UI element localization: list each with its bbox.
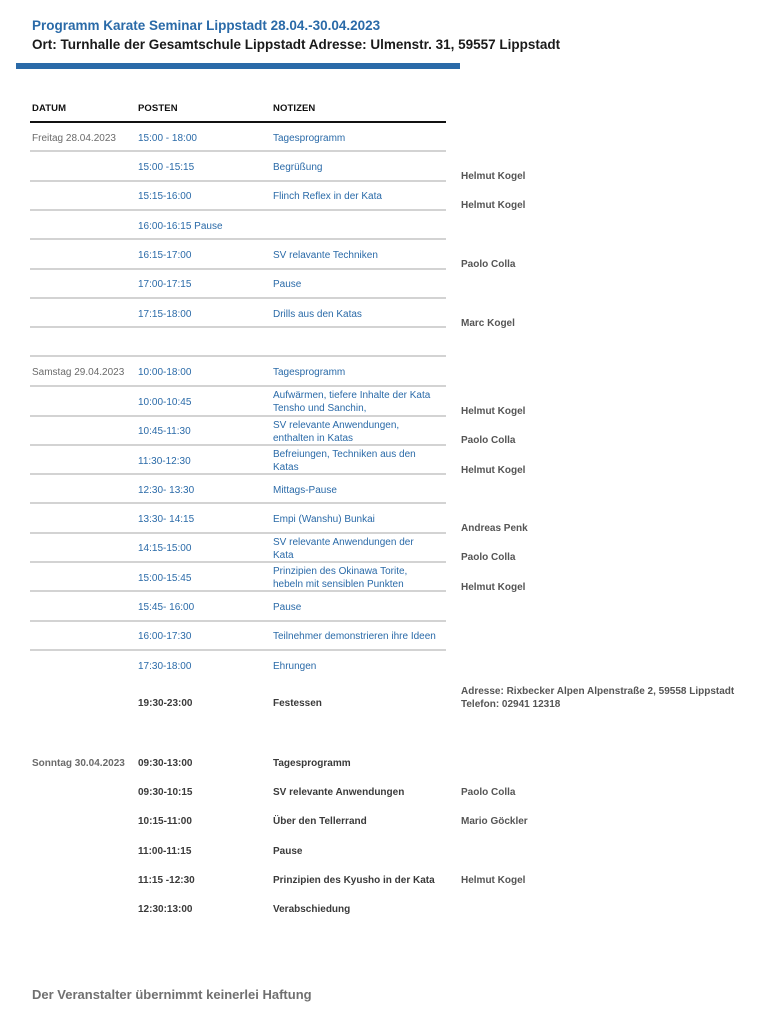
row-divider <box>30 297 446 299</box>
schedule-note: Aufwärmen, tiefere Inhalte der Kata <box>273 390 431 401</box>
schedule-note: SV relevante Anwendungen der <box>273 537 414 548</box>
schedule-note: SV relevante Anwendungen <box>273 787 405 798</box>
row-divider <box>30 385 446 387</box>
schedule-time: 09:30-13:00 <box>138 758 193 769</box>
schedule-time: 13:30- 14:15 <box>138 514 195 525</box>
schedule-person: Paolo Colla <box>461 435 516 446</box>
header-accent-bar <box>16 63 460 69</box>
schedule-person: Paolo Colla <box>461 259 516 270</box>
schedule-time: 10:00-10:45 <box>138 397 192 408</box>
schedule-note: Festessen <box>273 698 322 709</box>
schedule-time: 19:30-23:00 <box>138 698 193 709</box>
schedule-note: Flinch Reflex in der Kata <box>273 191 382 202</box>
schedule-person: Paolo Colla <box>461 552 516 563</box>
schedule-note: Befreiungen, Techniken aus den <box>273 449 416 460</box>
schedule-person: Marc Kogel <box>461 318 515 329</box>
schedule-person: Andreas Penk <box>461 523 528 534</box>
schedule-time: 09:30-10:15 <box>138 787 193 798</box>
schedule-time: 10:00-18:00 <box>138 367 192 378</box>
schedule-note: Pause <box>273 846 303 857</box>
schedule-time: 17:15-18:00 <box>138 309 192 320</box>
schedule-note: Tagesprogramm <box>273 758 351 769</box>
schedule-person: Helmut Kogel <box>461 406 526 417</box>
schedule-time: 15:15-16:00 <box>138 191 192 202</box>
row-divider <box>30 649 446 651</box>
sunday-date: Sonntag 30.04.2023 <box>32 758 125 769</box>
column-header-posten: POSTEN <box>138 103 178 114</box>
schedule-time: 17:00-17:15 <box>138 279 192 290</box>
schedule-note: Prinzipien des Kyusho in der Kata <box>273 875 435 886</box>
schedule-time: 15:45- 16:00 <box>138 602 195 613</box>
schedule-person: Helmut Kogel <box>461 875 526 886</box>
schedule-time: 10:15-11:00 <box>138 816 192 827</box>
schedule-time: 10:45-11:30 <box>138 426 191 437</box>
schedule-time: 11:15 -12:30 <box>138 875 195 886</box>
schedule-note: Teilnehmer demonstrieren ihre Ideen <box>273 631 436 642</box>
row-divider <box>30 590 446 592</box>
schedule-note: Über den Tellerrand <box>273 816 367 827</box>
schedule-time: 14:15-15:00 <box>138 543 192 554</box>
row-divider <box>30 238 446 240</box>
schedule-time: 11:00-11:15 <box>138 846 192 857</box>
schedule-time: 16:00-17:30 <box>138 631 192 642</box>
schedule-note: Prinzipien des Okinawa Torite, <box>273 566 408 577</box>
schedule-person: Helmut Kogel <box>461 171 526 182</box>
schedule-time: 11:30-12:30 <box>138 456 191 467</box>
column-header-notizen: NOTIZEN <box>273 103 316 114</box>
row-divider <box>30 620 446 622</box>
schedule-time: 15:00-15:45 <box>138 573 192 584</box>
schedule-note: Verabschiedung <box>273 904 351 915</box>
saturday-date: Samstag 29.04.2023 <box>32 367 125 378</box>
row-divider <box>30 355 446 357</box>
page-title: Programm Karate Seminar Lippstadt 28.04.-30.04.2023 <box>32 18 381 33</box>
schedule-note: Drills aus den Katas <box>273 309 362 320</box>
schedule-note: SV relevante Anwendungen, <box>273 420 400 431</box>
row-divider <box>30 532 446 534</box>
schedule-note: Tagesprogramm <box>273 367 346 378</box>
row-divider <box>30 209 446 211</box>
schedule-note: Mittags-Pause <box>273 485 337 496</box>
schedule-note-continued: enthalten in Katas <box>273 433 354 444</box>
row-divider <box>30 268 446 270</box>
row-divider <box>30 473 446 475</box>
schedule-person: Mario Göckler <box>461 816 528 827</box>
schedule-time: 12:30- 13:30 <box>138 485 195 496</box>
row-divider <box>30 180 446 182</box>
schedule-note: Ehrungen <box>273 661 317 672</box>
row-divider <box>30 326 446 328</box>
location-subtitle: Ort: Turnhalle der Gesamtschule Lippstadt Adresse: Ulmenstr. 31, 59557 Lippstadt <box>32 37 561 52</box>
schedule-time: 12:30:13:00 <box>138 904 193 915</box>
schedule-time: 15:00 - 18:00 <box>138 133 197 144</box>
row-divider <box>30 415 446 417</box>
schedule-person: Helmut Kogel <box>461 582 526 593</box>
header-divider <box>30 121 446 123</box>
schedule-note: Pause <box>273 602 302 613</box>
schedule-note-continued: Tensho und Sanchin, <box>273 403 367 414</box>
schedule-time: 15:00 -15:15 <box>138 162 195 173</box>
column-header-datum: DATUM <box>32 103 67 114</box>
friday-date: Freitag 28.04.2023 <box>32 133 116 144</box>
schedule-person: Helmut Kogel <box>461 200 526 211</box>
schedule-note-continued: Katas <box>273 462 299 473</box>
schedule-note-continued: Kata <box>273 550 294 561</box>
liability-disclaimer: Der Veranstalter übernimmt keinerlei Haftung <box>32 987 312 1002</box>
schedule-note: SV relavante Techniken <box>273 250 378 261</box>
schedule-note: Pause <box>273 279 302 290</box>
venue-phone: Telefon: 02941 12318 <box>461 699 561 710</box>
schedule-note: Begrüßung <box>273 162 323 173</box>
schedule-note: Tagesprogramm <box>273 133 346 144</box>
row-divider <box>30 502 446 504</box>
row-divider <box>30 561 446 563</box>
schedule-time: 16:15-17:00 <box>138 250 192 261</box>
schedule-note-continued: hebeln mit sensiblen Punkten <box>273 579 404 590</box>
schedule-time: 16:00-16:15 Pause <box>138 221 223 232</box>
schedule-person: Paolo Colla <box>461 787 516 798</box>
schedule-note: Empi (Wanshu) Bunkai <box>273 514 375 525</box>
row-divider <box>30 444 446 446</box>
schedule-time: 17:30-18:00 <box>138 661 192 672</box>
row-divider <box>30 150 446 152</box>
venue-address: Adresse: Rixbecker Alpen Alpenstraße 2, 59558 Lippstadt <box>461 686 735 697</box>
schedule-person: Helmut Kogel <box>461 465 526 476</box>
